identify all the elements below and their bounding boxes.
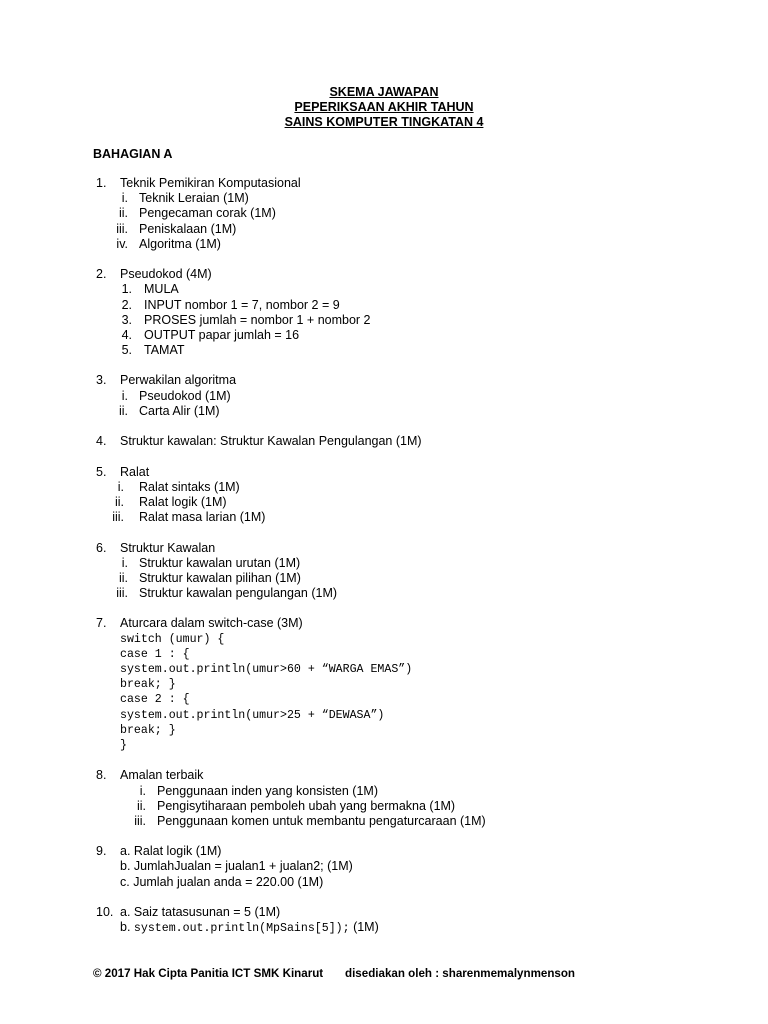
item-text: MULA <box>144 282 179 297</box>
item-text: Ralat masa larian (1M) <box>139 510 266 525</box>
question-text: Amalan terbaik <box>120 768 204 783</box>
answer-line: c. Jumlah jualan anda = 220.00 (1M) <box>120 874 324 889</box>
item-marker: ii. <box>114 494 124 509</box>
header-line-3: SAINS KOMPUTER TINGKATAN 4 <box>284 115 484 130</box>
question-text: Ralat <box>120 464 150 479</box>
item-marker: iii. <box>112 510 124 525</box>
item-text: Pengecaman corak (1M) <box>139 206 276 221</box>
item-marker: i. <box>121 191 128 206</box>
prepared-by-text: disediakan oleh : sharenmemalynmenson <box>345 967 576 980</box>
item-marker: iii. <box>134 813 146 828</box>
question-number: 4. <box>96 434 107 449</box>
question-6 <box>0 541 768 602</box>
item-text: Carta Alir (1M) <box>139 403 220 418</box>
item-text: Algoritma (1M) <box>139 236 221 251</box>
item-text: INPUT nombor 1 = 7, nombor 2 = 9 <box>144 297 340 312</box>
code-line: system.out.println(umur>25 + “DEWASA”) <box>120 708 385 722</box>
item-marker: 4. <box>121 327 132 342</box>
code-line: break; } <box>120 723 176 737</box>
question-number: 10. <box>96 905 114 919</box>
item-text: Peniskalaan (1M) <box>139 221 237 236</box>
item-text: PROSES jumlah = nombor 1 + nombor 2 <box>144 312 371 327</box>
item-text: Teknik Leraian (1M) <box>139 191 249 206</box>
question-number: 1. <box>96 176 107 190</box>
section-title: BAHAGIAN A <box>93 147 173 161</box>
question-9 <box>0 844 768 890</box>
answer-suffix: (1M) <box>349 920 379 935</box>
inline-code: system.out.println(MpSains[5]); <box>133 922 350 936</box>
item-marker: iv. <box>116 236 128 251</box>
code-line: } <box>120 738 127 752</box>
question-8 <box>0 768 768 829</box>
code-line: case 1 : { <box>120 647 190 661</box>
item-marker: iii. <box>116 221 128 236</box>
answer-line: a. Ralat logik (1M) <box>120 844 222 859</box>
answer-prefix: b. <box>120 920 134 935</box>
item-text: Pengisytiharaan pemboleh ubah yang bermakna (1M) <box>157 798 456 813</box>
item-marker: i. <box>117 479 124 494</box>
question-2 <box>0 267 768 358</box>
item-text: Struktur kawalan pengulangan (1M) <box>139 586 338 601</box>
answer-line <box>120 920 379 936</box>
code-line: break; } <box>120 678 176 692</box>
question-number: 7. <box>96 616 107 631</box>
question-7 <box>0 616 768 753</box>
question-text: Aturcara dalam switch-case (3M) <box>120 616 303 631</box>
code-block <box>0 632 768 754</box>
item-marker: 5. <box>121 343 132 358</box>
item-text: Penggunaan inden yang konsisten (1M) <box>157 783 378 798</box>
question-5 <box>0 465 768 526</box>
question-number: 2. <box>96 267 107 282</box>
question-4 <box>0 434 768 449</box>
item-marker: 2. <box>121 297 132 312</box>
question-number: 6. <box>96 540 107 555</box>
item-text: Ralat logik (1M) <box>139 494 227 509</box>
item-marker: i. <box>121 555 128 570</box>
answer-line: b. JumlahJualan = jualan1 + jualan2; (1M) <box>120 859 353 874</box>
question-number: 9. <box>96 844 107 859</box>
answer-list <box>0 176 768 935</box>
item-text: OUTPUT papar jumlah = 16 <box>144 327 300 342</box>
item-marker: i. <box>139 783 146 798</box>
question-10 <box>0 905 768 935</box>
code-line: switch (umur) { <box>120 632 225 646</box>
item-marker: ii. <box>136 798 146 813</box>
item-text: TAMAT <box>144 343 185 358</box>
question-1 <box>0 176 768 252</box>
question-text: Struktur kawalan: Struktur Kawalan Pengulangan (1M) <box>120 434 422 449</box>
code-line: case 2 : { <box>120 693 190 707</box>
item-marker: ii. <box>118 403 128 418</box>
item-marker: 3. <box>121 312 132 327</box>
question-number: 5. <box>96 464 107 479</box>
item-text: Struktur kawalan urutan (1M) <box>139 555 301 570</box>
question-text: Pseudokod (4M) <box>120 267 212 282</box>
question-3 <box>0 373 768 419</box>
item-marker: ii. <box>118 570 128 585</box>
footer <box>93 966 576 981</box>
document-header <box>0 85 768 131</box>
item-text: Pseudokod (1M) <box>139 388 231 403</box>
question-text: Perwakilan algoritma <box>120 373 237 388</box>
header-line-2: PEPERIKSAAN AKHIR TAHUN <box>294 100 474 115</box>
item-marker: 1. <box>121 282 132 297</box>
code-line: system.out.println(umur>60 + “WARGA EMAS”) <box>120 663 413 676</box>
item-marker: iii. <box>116 586 128 601</box>
answer-line: a. Saiz tatasusunan = 5 (1M) <box>120 905 281 919</box>
item-marker: i. <box>121 388 128 403</box>
item-marker: ii. <box>118 206 128 221</box>
question-number: 8. <box>96 768 107 783</box>
header-line-1: SKEMA JAWAPAN <box>329 85 439 99</box>
item-text: Penggunaan komen untuk membantu pengaturcaraan (1M) <box>157 813 486 828</box>
item-text: Ralat sintaks (1M) <box>139 479 240 494</box>
question-text: Teknik Pemikiran Komputasional <box>120 176 301 190</box>
question-text: Struktur Kawalan <box>120 540 216 555</box>
copyright-text: © 2017 Hak Cipta Panitia ICT SMK Kinarut <box>93 967 324 980</box>
question-number: 3. <box>96 373 107 388</box>
item-text: Struktur kawalan pilihan (1M) <box>139 570 301 585</box>
